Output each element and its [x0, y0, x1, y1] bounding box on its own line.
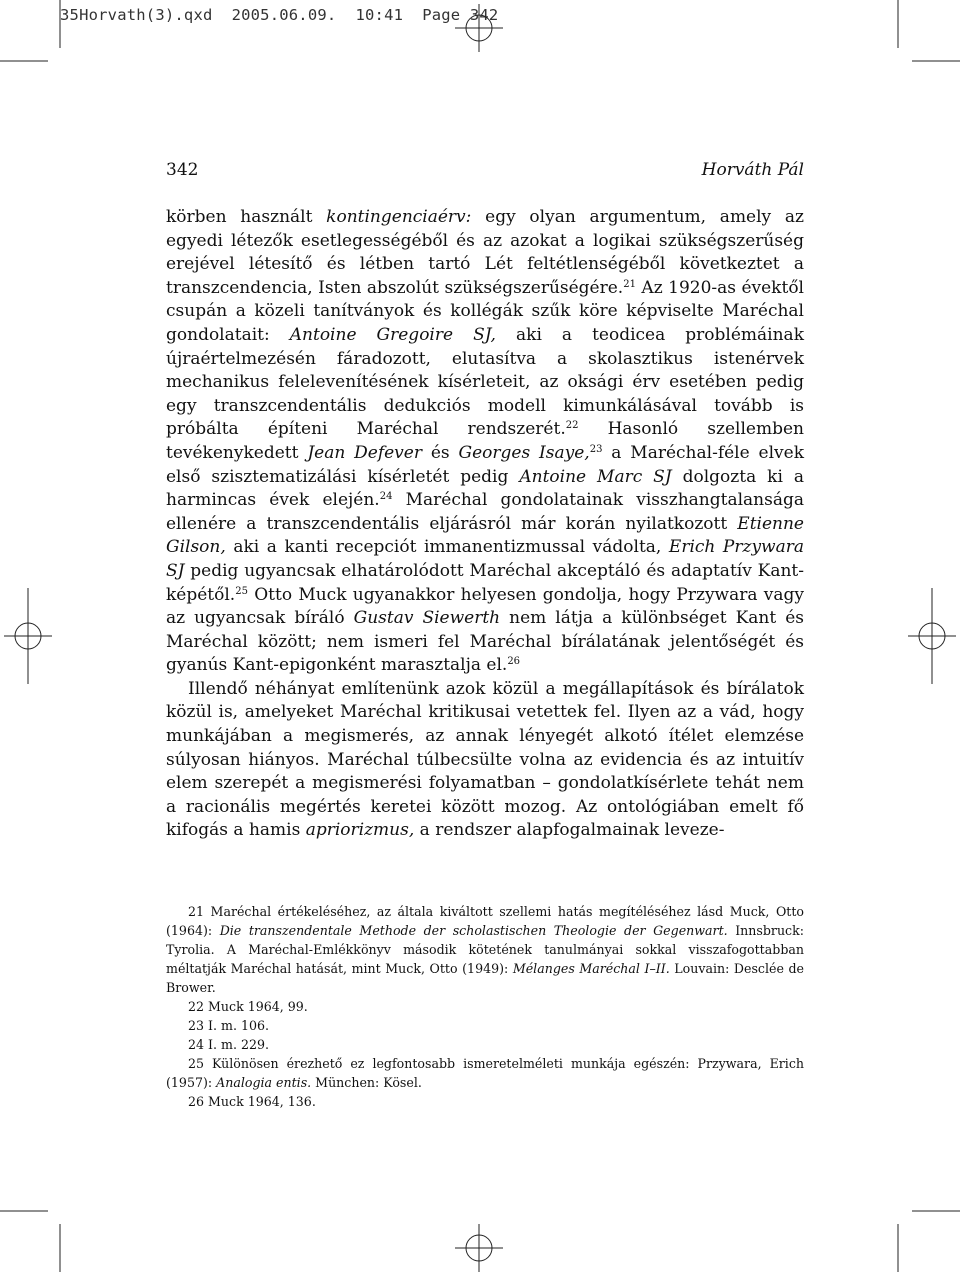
footnote-24: 24 I. m. 229.	[188, 1037, 269, 1052]
footnote-22: 22 Muck 1964, 99.	[188, 999, 308, 1014]
footnote-ref-23: 23	[589, 443, 603, 455]
footnote-ref-21: 21	[623, 278, 636, 290]
registration-mark-top	[455, 4, 503, 52]
registration-mark-left	[4, 588, 52, 684]
running-head-author: Horváth Pál	[701, 160, 804, 180]
print-slug: 35Horvath(3).qxd 2005.06.09. 10:41 Page 342	[60, 6, 499, 24]
page-number: 342	[166, 160, 199, 180]
footnote-ref-24: 24	[379, 491, 393, 503]
footnote-25: 25 Különösen érezhető ez legfontosabb ismeretelméleti munkája egészén: Przywara, Erich (1957): Analogia entis. München: Kösel.	[166, 1056, 804, 1090]
body-paragraph-2: Illendő néhányat említenünk azok közül a megállapítások és bírálatok közül is, amelyeket Maréchal kritikusai vetettek fel. Ilyen az a vád, hogy munkájában a megismerés, az annak lényegét alkotó ítélet elemzése súlyosan hiányos. Maréchal túlbecsülte volna az evidencia és az intuitív elem szerepét a megismerési folyamatban – gondolatkísérlete tehát nem a racionális megértés keretei között mozog. Az ontológiában emelt fő kifogás a hamis apriorizmus, a rendszer alapfogalmainak leveze-	[166, 678, 804, 841]
footnote-ref-22: 22	[565, 420, 579, 432]
footnotes	[166, 902, 804, 1111]
footnote-23: 23 I. m. 106.	[188, 1018, 269, 1033]
main-text	[166, 206, 804, 843]
footnote-21: 21 Maréchal értékeléséhez, az általa kiváltott szellemi hatás megítéléséhez lásd Muck, Otto (1964): Die transzendentale Methode der scholastischen Theologie der Gegenwart. Innsbruck: Tyrolia. A Maréchal-Emlékkönyv második kötetének tanulmányai sokkal visszafogottabban méltatják Maréchal hatását, mint Muck, Otto (1949): Mélanges Maréchal I–II. Louvain: Desclée de Brower.	[166, 904, 804, 995]
registration-mark-bottom	[455, 1224, 503, 1272]
registration-mark-right	[908, 588, 956, 684]
body-paragraph-1: körben használt kontingenciaérv: egy olyan argumentum, amely az egyedi létezők esetlegességéből és az azokat a logikai szükségszerűség erejével létesítő és létben tartó Lét feltétlenségéből következtet a transzcendencia, Isten abszolút szükségszerűségére.$^{21}$ Az 1920-as évektől csupán a közeli tanítványok és kollégák szűk köre képviselte Maréchal gondolatait: Antoine Gregoire SJ, aki a teodicea problémáinak újraértelmezésén fáradozott, elutasítva a skolasztikus istenérvek mechanikus felelevenítésének kísérleteit, az oksági érv esetében pedig egy transzcendentális dedukciós modell kimunkálásával tovább is próbálta építeni Maréchal rendszerét.$^{22}$ Hasonló szellemben tevékenykedett Jean Defever és Georges Isaye,$^{23}$ a Maréchal-féle elvek első szisztematizálási kísérletét pedig Antoine Marc SJ dolgozta ki a harmincas évek elején.$^{24}$ Maréchal gondolatainak visszhangtalansága ellenére a transzcendentális eljárásról már korán nyilatkozott Etienne Gilson, aki a kanti recepciót immanentizmussal vádolta, Erich Przywara SJ pedig ugyancsak elhatárolódott Maréchal akceptáló és adaptatív Kant-képétől.$^{25}$ Otto Muck ugyanakkor helyesen gondolja, hogy Przywara vagy az ugyancsak bíráló Gustav Siewerth nem látja a különbséget Kant és Maréchal között; nem ismeri fel Maréchal bírálatának jelentőségét és gyanús Kant-epigonként marasztalja el.$^{26}$	[166, 207, 805, 676]
footnote-ref-25: 25	[235, 585, 248, 597]
footnote-ref-26: 26	[507, 656, 521, 668]
footnote-26: 26 Muck 1964, 136.	[188, 1094, 316, 1109]
